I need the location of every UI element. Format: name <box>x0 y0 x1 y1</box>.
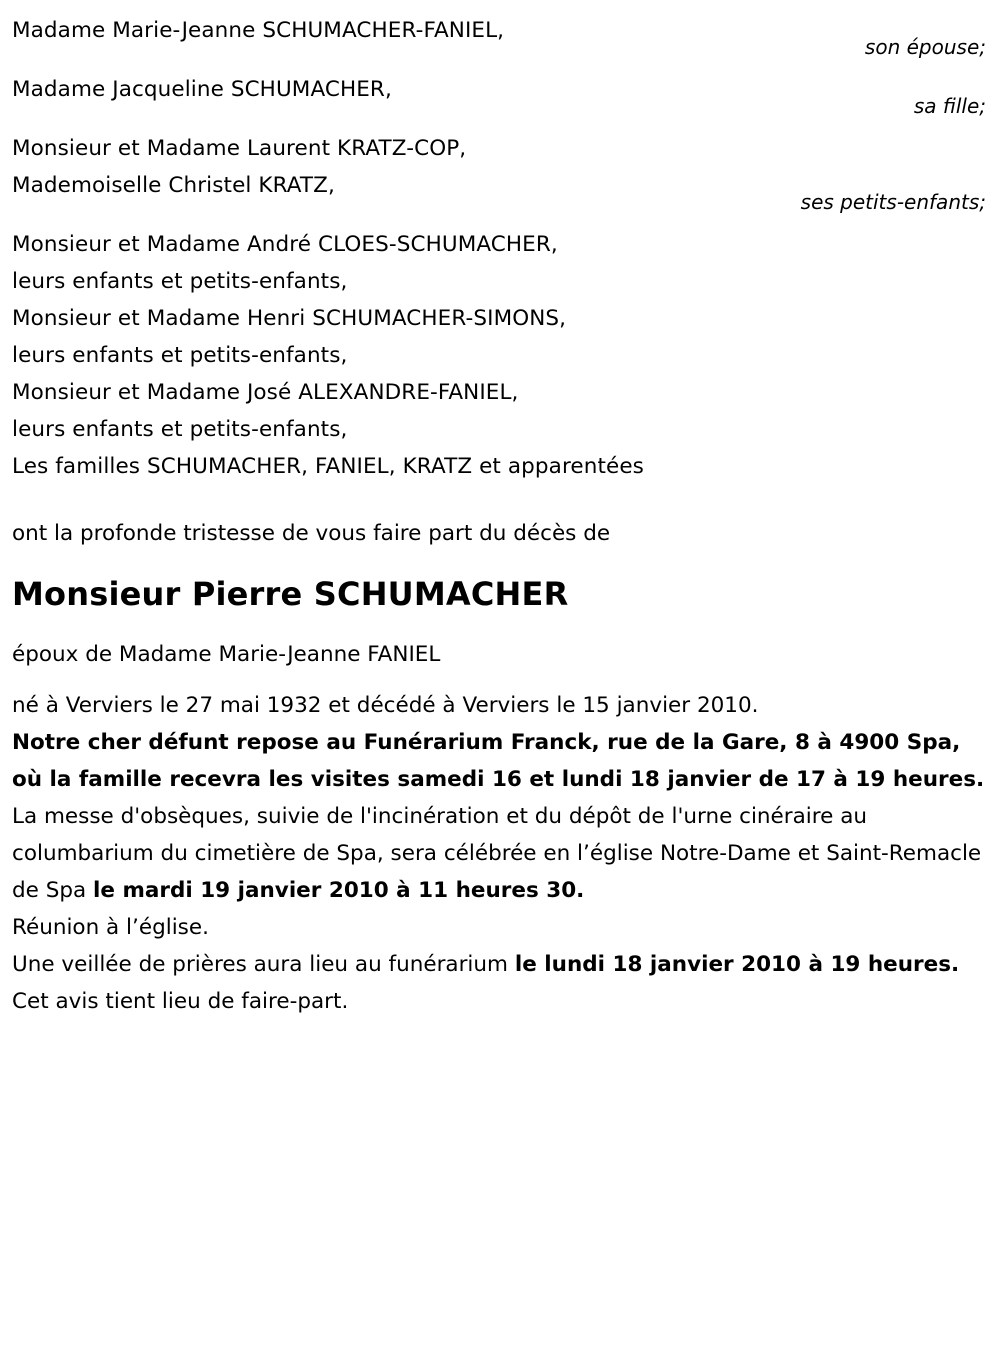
family-line: Monsieur et Madame José ALEXANDRE-FANIEL, <box>12 380 519 405</box>
family-line: Monsieur et Madame André CLOES-SCHUMACHER, <box>12 232 558 257</box>
family-line: Les familles SCHUMACHER, FANIEL, KRATZ et apparentées <box>12 454 644 479</box>
deceased-name-heading: Monsieur Pierre SCHUMACHER <box>12 575 569 613</box>
spacer <box>12 552 988 574</box>
family-line: Monsieur et Madame Henri SCHUMACHER-SIMONS, <box>12 306 567 331</box>
spacer <box>12 673 988 687</box>
relations-block <box>12 12 988 214</box>
relation-label-daughter: sa fille; <box>913 94 986 118</box>
birth-death-line: né à Verviers le 27 mai 1932 et décédé à Verviers le 15 janvier 2010. <box>12 693 759 718</box>
relation-names <box>12 130 617 204</box>
mass-datetime: le mardi 19 janvier 2010 à 11 heures 30. <box>93 878 585 903</box>
relation-names <box>12 71 617 108</box>
extended-family-block <box>12 226 988 485</box>
vigil-paragraph <box>12 946 988 983</box>
gathering-line: Réunion à l’église. <box>12 915 209 940</box>
relation-label-spouse: son épouse; <box>864 35 986 59</box>
vigil-datetime: le lundi 18 janvier 2010 à 19 heures. <box>514 952 960 977</box>
relation-label-grandchildren: ses petits-enfants; <box>800 190 986 214</box>
spouse-line: époux de Madame Marie-Jeanne FANIEL <box>12 642 441 667</box>
family-line: leurs enfants et petits-enfants, <box>12 269 348 294</box>
relation-names <box>12 12 617 49</box>
spacer <box>12 49 988 71</box>
funeral-home-notice: Notre cher défunt repose au Funérarium Franck, rue de la Gare, 8 à 4900 Spa, où la famille recevra les visites samedi 16 et lundi 18 janvier de 17 à 19 heures. <box>12 730 985 792</box>
name-line: Monsieur et Madame Laurent KRATZ-COP, <box>12 136 467 161</box>
name-line: Madame Jacqueline SCHUMACHER, <box>12 77 392 102</box>
spacer <box>12 485 988 515</box>
relation-group-daughter <box>12 71 988 118</box>
mass-paragraph <box>12 798 988 909</box>
relation-group-spouse <box>12 12 988 59</box>
spacer <box>12 614 988 636</box>
announcement-intro: ont la profonde tristesse de vous faire part du décès de <box>12 521 611 546</box>
spacer <box>12 108 988 130</box>
family-line: leurs enfants et petits-enfants, <box>12 417 348 442</box>
family-line: leurs enfants et petits-enfants, <box>12 343 348 368</box>
vigil-text: Une veillée de prières aura lieu au funérarium <box>12 952 515 977</box>
mass-text: La messe d'obsèques, suivie de l'incinération et du dépôt de l'urne cinéraire au columbarium du cimetière de Spa, sera célébrée en l’église Notre-Dame et Saint-Remacle de Spa <box>12 804 982 903</box>
name-line: Mademoiselle Christel KRATZ, <box>12 173 335 198</box>
name-line: Madame Marie-Jeanne SCHUMACHER-FANIEL, <box>12 18 505 43</box>
closing-line: Cet avis tient lieu de faire-part. <box>12 989 349 1014</box>
relation-group-grandchildren <box>12 130 988 214</box>
